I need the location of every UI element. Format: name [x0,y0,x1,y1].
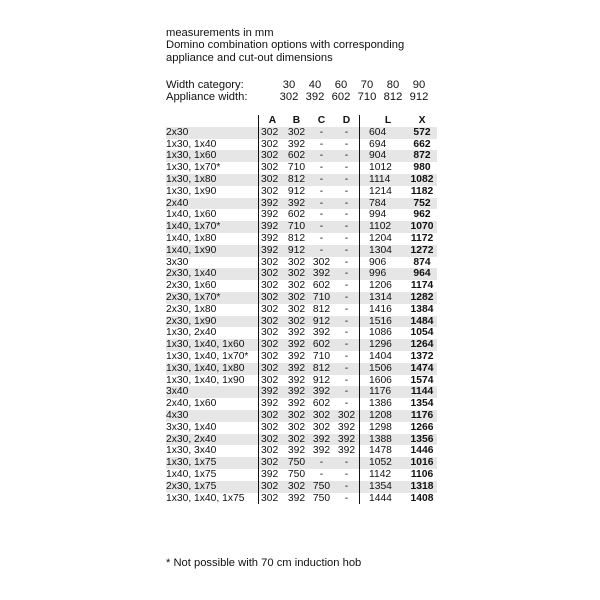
header-c: C [317,115,326,126]
b-cell: 392 [284,198,309,210]
c-cell: 302 [312,256,331,268]
table-row [166,209,437,221]
c-cell: 912 [309,316,334,328]
a-cell: 392 [259,386,285,398]
description-line-1: Domino combination options with corresponding [166,39,405,52]
combination-cell: 4x30 [166,410,259,422]
x-cell: 1016 [407,457,437,469]
x-cell: 1272 [407,245,437,257]
table-row [166,386,437,398]
c-cell: 302 [309,410,334,422]
width-category-value: 40 [308,79,322,91]
table-row [166,150,437,162]
x-cell: 1264 [407,339,437,351]
c-cell: - [309,198,334,210]
combination-cell: 1x40, 1x75 [166,468,217,480]
table-row [166,327,437,339]
a-cell: 302 [259,316,285,328]
table-row [166,304,437,316]
l-cell: 1012 [369,162,392,174]
x-cell: 1172 [410,232,434,244]
c-cell: - [309,221,334,233]
c-cell: - [319,209,324,221]
a-cell: 302 [259,351,285,363]
x-cell: 874 [413,256,431,268]
a-cell: 302 [259,268,285,280]
combination-cell: 1x40, 1x60 [166,209,217,221]
d-cell: - [334,375,360,387]
l-cell: 1354 [360,481,408,493]
c-cell: 710 [312,350,331,362]
b-cell: 302 [287,280,306,292]
combination-cell: 1x30, 1x40 [166,138,217,150]
d-cell: - [334,186,360,198]
table-row [166,198,437,210]
combination-cell: 3x30 [166,256,189,268]
b-cell: 812 [284,174,309,186]
x-cell: 662 [413,138,431,150]
x-cell: 962 [413,209,431,221]
a-cell: 302 [259,280,285,292]
table-row [166,351,437,363]
c-cell: 302 [312,421,331,433]
x-cell: 1446 [410,445,434,457]
combination-cell: 1x30, 2x40 [166,327,217,339]
header-a: A [259,115,285,127]
table-row [166,434,437,446]
l-cell: 604 [360,127,408,139]
l-cell: 1314 [360,292,408,304]
d-cell: - [334,292,360,304]
d-cell: - [334,316,360,328]
l-cell: 784 [360,198,408,210]
l-cell: 1506 [360,363,408,375]
x-cell: 872 [407,150,437,162]
c-cell: 912 [312,374,331,386]
footnote: * Not possible with 70 cm induction hob [166,557,362,569]
c-cell: 392 [309,268,334,280]
b-cell: 750 [287,468,306,480]
x-cell: 1354 [410,398,434,410]
l-cell: 1102 [360,221,408,233]
c-cell: 602 [309,339,334,351]
x-cell: 1106 [410,468,434,480]
b-cell: 302 [284,292,309,304]
d-cell: - [334,386,360,398]
l-cell: 1214 [369,185,392,197]
combination-cell: 1x30, 1x90 [166,185,217,197]
d-cell: - [334,127,360,139]
table-row [166,233,437,245]
c-cell: - [319,185,324,197]
b-cell: 710 [287,162,306,174]
d-cell: - [334,351,360,363]
combination-cell: 3x30, 1x40 [166,421,217,433]
x-cell: 1176 [407,410,437,422]
l-cell: 1142 [369,468,392,480]
width-category-value: 80 [386,79,400,91]
table-body [166,127,437,505]
table-row [166,127,437,139]
d-cell: - [334,198,360,210]
a-cell: 392 [259,233,285,245]
d-cell: - [334,304,360,316]
d-cell: - [334,174,360,186]
b-cell: 302 [284,268,309,280]
b-cell: 392 [287,445,306,457]
l-cell: 904 [360,150,408,162]
table-row [166,162,437,174]
l-cell: 1386 [369,398,392,410]
b-cell: 602 [287,209,306,221]
l-cell: 1388 [360,434,408,446]
l-cell: 1052 [360,457,408,469]
x-cell: 752 [407,198,437,210]
a-cell: 302 [259,292,285,304]
appliance-width-value: 912 [409,91,429,104]
c-cell: 392 [309,386,334,398]
d-cell: - [334,233,360,245]
l-cell: 1176 [360,386,408,398]
l-cell: 1478 [369,445,392,457]
d-cell: - [334,209,360,221]
d-cell: - [334,150,360,162]
a-cell: 302 [259,186,285,198]
l-cell: 1206 [369,280,392,292]
d-cell: - [334,469,360,481]
c-cell: - [309,245,334,257]
a-cell: 302 [259,410,285,422]
combination-cell: 1x30, 1x40, 1x75 [166,492,245,504]
header-b: B [292,115,301,126]
combination-cell: 2x40, 1x60 [166,398,217,410]
table-row [166,422,437,434]
l-cell: 1416 [369,303,392,315]
l-cell: 1298 [369,421,392,433]
table-row [166,469,437,481]
d-cell: - [334,363,360,375]
b-cell: 302 [284,481,309,493]
intro-text [166,27,404,64]
header-x: X [418,115,426,126]
combination-cell: 2x30, 1x90 [166,316,259,328]
width-category-value: 60 [334,79,348,91]
d-cell: - [334,280,360,292]
d-cell: - [334,268,360,280]
combination-cell: 1x30, 1x40, 1x70* [166,350,249,362]
b-cell: 812 [287,232,306,244]
a-cell: 302 [259,174,285,186]
combination-cell: 2x30, 2x40 [166,434,259,446]
width-category-value: 30 [282,79,296,91]
l-cell: 694 [369,138,387,150]
c-cell: - [319,138,324,150]
width-category-value: 90 [412,79,426,91]
b-cell: 302 [287,421,306,433]
d-cell: - [334,493,360,505]
a-cell: 392 [259,198,285,210]
combination-cell: 2x30 [166,127,259,139]
b-cell: 302 [284,127,309,139]
appliance-width-label: Appliance width: [166,91,248,104]
appliance-width-value: 302 [279,91,299,104]
combination-cell: 1x30, 1x40, 1x80 [166,363,259,375]
b-cell: 912 [287,185,306,197]
c-cell: 602 [312,398,331,410]
c-cell: - [309,127,334,139]
combination-cell: 1x30, 3x40 [166,445,217,457]
x-cell: 1384 [410,303,434,315]
l-cell: 1606 [369,374,392,386]
c-cell: 392 [312,327,331,339]
d-cell: - [334,221,360,233]
x-cell: 1174 [410,280,434,292]
x-cell: 1282 [407,292,437,304]
table-row [166,493,437,505]
b-cell: 392 [287,492,306,504]
x-cell: 572 [407,127,437,139]
combination-cell: 2x30, 1x80 [166,303,217,315]
table-row [166,481,437,493]
l-cell: 1304 [360,245,408,257]
d-cell: - [334,481,360,493]
table-row [166,186,437,198]
b-cell: 392 [284,386,309,398]
b-cell: 392 [284,363,309,375]
a-cell: 392 [259,398,285,410]
combination-cell: 3x40 [166,386,259,398]
l-cell: 1114 [360,174,408,186]
b-cell: 392 [287,374,306,386]
x-cell: 980 [413,162,431,174]
l-cell: 1404 [369,350,392,362]
x-cell: 1356 [407,434,437,446]
table-row [166,292,437,304]
c-cell: 392 [312,445,331,457]
a-cell: 302 [259,481,285,493]
c-cell: 750 [312,492,331,504]
a-cell: 302 [259,150,285,162]
c-cell: 812 [309,363,334,375]
l-cell: 1444 [369,492,392,504]
x-cell: 1408 [410,492,434,504]
header-d: D [334,115,360,127]
table-row [166,457,437,469]
c-cell: - [309,174,334,186]
l-cell: 1208 [360,410,408,422]
c-cell: 602 [312,280,331,292]
a-cell: 302 [259,327,285,339]
b-cell: 392 [284,339,309,351]
a-cell: 302 [259,162,285,174]
c-cell: - [319,162,324,174]
c-cell: - [319,232,324,244]
d-cell: 392 [334,422,360,434]
b-cell: 602 [284,150,309,162]
l-cell: 1296 [360,339,408,351]
c-cell: - [309,150,334,162]
table-row [166,410,437,422]
table-row [166,174,437,186]
appliance-width-value: 392 [305,91,325,104]
table-row [166,268,437,280]
combination-cell: 1x40, 1x90 [166,245,259,257]
a-cell: 302 [259,339,285,351]
x-cell: 1054 [410,327,434,339]
x-cell: 1182 [410,185,434,197]
combination-cell: 1x30, 1x80 [166,174,259,186]
a-cell: 302 [259,422,285,434]
combination-cell: 2x30, 1x40 [166,268,259,280]
table-row [166,339,437,351]
x-cell: 1070 [407,221,437,233]
b-cell: 392 [287,327,306,339]
table-row [166,445,437,457]
a-cell: 302 [259,127,285,139]
b-cell: 710 [284,221,309,233]
l-cell: 994 [369,209,387,221]
combination-cell: 1x40, 1x80 [166,232,217,244]
b-cell: 912 [284,245,309,257]
x-cell: 1474 [407,363,437,375]
a-cell: 302 [259,434,285,446]
b-cell: 750 [284,457,309,469]
a-cell: 392 [259,209,285,221]
combination-cell: 2x30, 1x60 [166,280,217,292]
l-cell: 906 [369,256,387,268]
a-cell: 392 [259,469,285,481]
table-header-row [166,115,437,127]
d-cell: - [334,245,360,257]
a-cell: 302 [259,375,285,387]
c-cell: 710 [309,292,334,304]
a-cell: 392 [259,221,285,233]
combination-cell: 2x40 [166,198,259,210]
c-cell: 812 [312,303,331,315]
d-cell: 392 [334,445,360,457]
a-cell: 302 [259,257,285,269]
d-cell: - [334,457,360,469]
combination-cell: 1x30, 1x40, 1x90 [166,374,245,386]
combination-cell: 1x30, 1x70* [166,162,221,174]
a-cell: 302 [259,493,285,505]
l-cell: 1086 [369,327,392,339]
x-cell: 1266 [410,421,434,433]
table-row [166,316,437,328]
combination-cell: 1x30, 1x75 [166,457,259,469]
c-cell: - [319,468,324,480]
a-cell: 302 [259,457,285,469]
x-cell: 1144 [407,386,437,398]
combination-cell: 1x30, 1x60 [166,150,259,162]
c-cell: 750 [309,481,334,493]
b-cell: 392 [287,350,306,362]
l-cell: 996 [360,268,408,280]
b-cell: 302 [284,316,309,328]
b-cell: 302 [284,410,309,422]
table-row [166,375,437,387]
table-row [166,257,437,269]
table-row [166,363,437,375]
a-cell: 302 [259,304,285,316]
b-cell: 302 [287,303,306,315]
appliance-width-value: 602 [331,91,351,104]
combination-cell: 2x30, 1x70* [166,292,259,304]
description-line-2: appliance and cut-out dimensions [166,51,333,64]
l-cell: 1516 [360,316,408,328]
d-cell: - [334,339,360,351]
b-cell: 302 [287,256,306,268]
table-row [166,245,437,257]
d-cell: - [334,398,360,410]
b-cell: 302 [284,434,309,446]
d-cell: - [334,139,360,151]
l-cell: 1204 [369,232,392,244]
x-cell: 1484 [407,316,437,328]
a-cell: 302 [259,445,285,457]
c-cell: - [309,457,334,469]
header-l: L [384,115,392,126]
table-row [166,280,437,292]
b-cell: 392 [287,138,306,150]
a-cell: 392 [259,245,285,257]
c-cell: 392 [309,434,334,446]
combination-table [166,115,438,504]
a-cell: 302 [259,363,285,375]
x-cell: 964 [407,268,437,280]
header-combination [166,115,259,127]
width-category-label: Width category: [166,79,244,91]
d-cell: 392 [334,434,360,446]
table-row [166,221,437,233]
table-row [166,139,437,151]
x-cell: 1082 [407,174,437,186]
combination-cell: 1x30, 1x40, 1x60 [166,339,259,351]
appliance-width-value: 710 [357,91,377,104]
measurements-note: measurements in mm [166,27,274,39]
a-cell: 302 [259,139,285,151]
width-category-value: 70 [360,79,374,91]
d-cell: - [334,327,360,339]
b-cell: 392 [287,398,306,410]
combination-cell: 1x40, 1x70* [166,221,259,233]
combination-cell: 2x30, 1x75 [166,481,259,493]
x-cell: 1318 [407,481,437,493]
d-cell: - [334,162,360,174]
d-cell: 302 [334,410,360,422]
appliance-width-value: 812 [383,91,403,104]
x-cell: 1574 [410,374,434,386]
table-row [166,398,437,410]
x-cell: 1372 [410,350,434,362]
d-cell: - [334,257,360,269]
